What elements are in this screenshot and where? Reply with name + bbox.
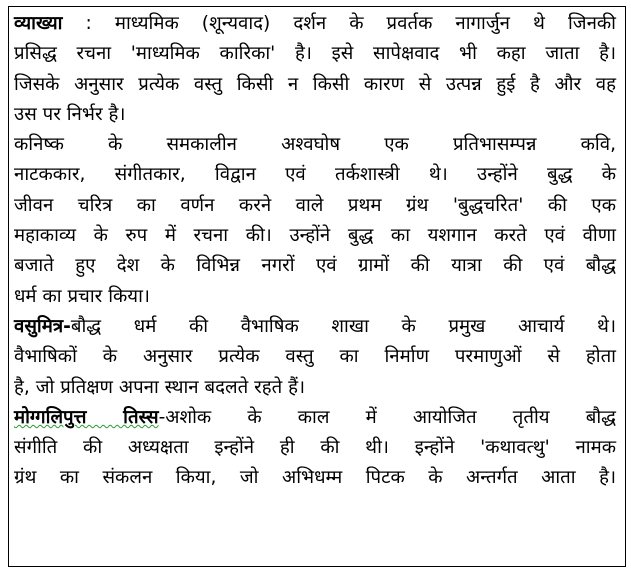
paragraph-2-line-5: बजाते हुए देश के विभिन्न नगरों एवं ग्रामों की यात्रा की एवं बौद्ध xyxy=(14,255,616,277)
paragraph-1-line-4: उस पर निर्भर है। xyxy=(14,103,126,125)
paragraph-2-line-3: जीवन चरित्र का वर्णन करने वाले प्रथम ग्रंथ 'बुद्धचरित' की एक xyxy=(14,194,616,216)
paragraph-3-line-2: वैभाषिकों के अनुसार प्रत्येक वस्तु का निर्माण परमाणुओं से होता xyxy=(14,346,616,368)
paragraph-2-line-1: कनिष्क के समकालीन अश्वघोष एक प्रतिभासम्पन्न कवि, xyxy=(14,134,616,156)
term-vasumitra: वसुमित्र- xyxy=(14,315,71,337)
paragraph-1-line-2: प्रसिद्ध रचना 'माध्यमिक कारिका' है। इसे सापेक्षवाद भी कहा जाता है। xyxy=(14,43,616,65)
paragraph-2-line-2: नाटककार, संगीतकार, विद्वान एवं तर्कशास्त्री थे। उन्होंने बुद्ध के xyxy=(14,164,616,186)
paragraph-3-line-1: वसुमित्र-बौद्ध धर्म की वैभाषिक शाखा के प्रमुख आचार्य थे। xyxy=(14,315,616,337)
paragraph-4-line-2: संगीति की अध्यक्षता इन्होंने ही की थी। इन्होंने 'कथावत्थु' नामक xyxy=(14,437,616,459)
paragraph-3-line-3: है, जो प्रतिक्षण अपना स्थान बदलते रहते हैं। xyxy=(14,376,306,398)
paragraph-4-line-3: ग्रंथ का संकलन किया, जो अभिधम्म पिटक के अन्तर्गत आता है। xyxy=(14,467,616,489)
paragraph-4-line-1: मोग्गलिपुत्त तिस्स-अशोक के काल में आयोजित तृतीय बौद्ध xyxy=(14,406,616,428)
paragraph-2-line-6: धर्म का प्रचार किया। xyxy=(14,285,150,307)
paragraph-1-line-1: व्याख्या : माध्यमिक (शून्यवाद) दर्शन के प्रवर्तक नागार्जुन थे जिनकी xyxy=(14,13,616,34)
document-body xyxy=(14,9,616,494)
paragraph-1-line-3: जिसके अनुसार प्रत्येक वस्तु किसी न किसी कारण से उत्पन्न हुई है और वह xyxy=(14,73,616,95)
term-moggaliputta-tissa: मोग्गलिपुत्त तिस्स xyxy=(14,406,159,428)
paragraph-2-line-4: महाकाव्य के रुप में रचना की। उन्होंने बुद्ध का यशगान करते एवं वीणा xyxy=(14,225,616,247)
term-vyakhya: व्याख्या xyxy=(14,13,63,34)
